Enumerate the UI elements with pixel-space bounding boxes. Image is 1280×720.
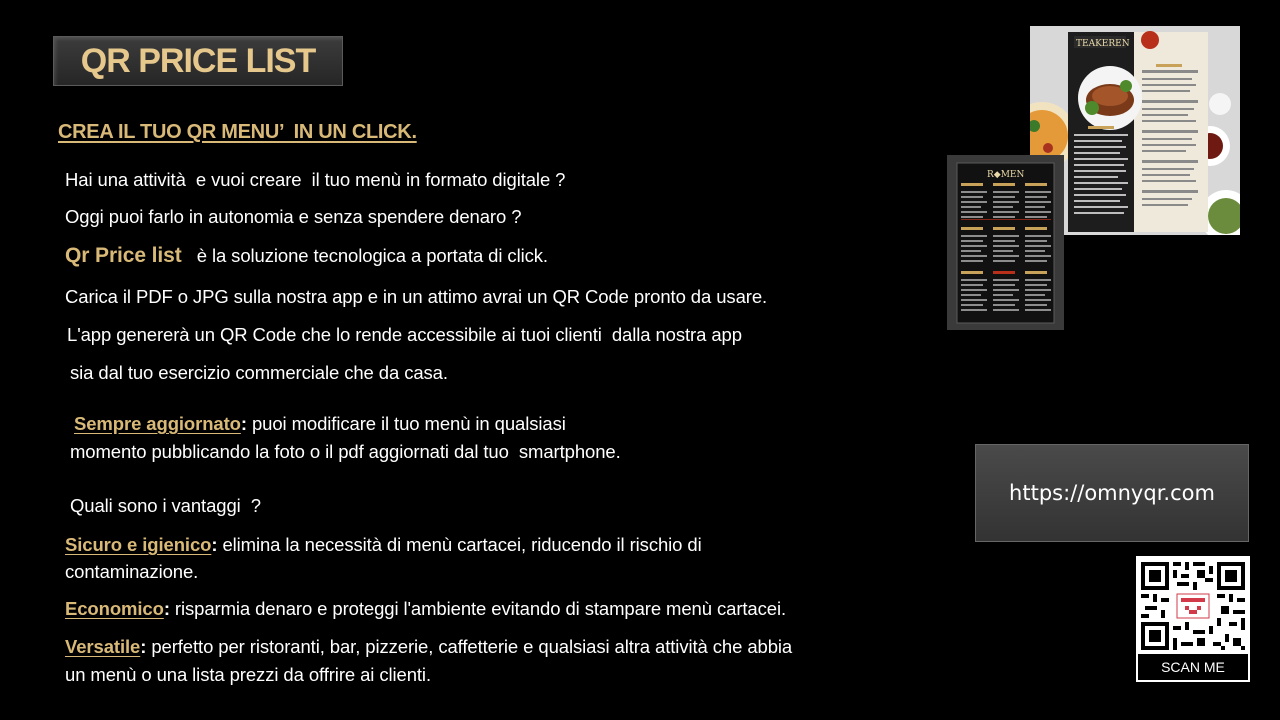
advantage-text: elimina la necessità di menù cartacei, riducendo il rischio di <box>217 534 702 555</box>
title-banner <box>53 36 343 86</box>
brand-name: Qr Price list <box>65 244 182 267</box>
updated-colon: : <box>240 413 247 434</box>
page-subtitle: CREA IL TUO QR MENU’ IN UN CLICK. <box>58 121 417 143</box>
qr-code <box>1136 556 1250 682</box>
menu-photo-title: TEAKEREN <box>1076 39 1130 49</box>
advantage-label: Economico <box>65 598 164 619</box>
advantage-colon: : <box>163 598 170 619</box>
qr-code-icon <box>1141 561 1245 651</box>
advantages-heading: Quali sono i vantaggi ? <box>70 495 261 516</box>
advantage-text: risparmia denaro e proteggi l'ambiente evitando di stampare menù cartacei. <box>169 598 786 619</box>
advantage-2-line-1 <box>65 598 786 620</box>
advantage-label: Sicuro e igienico <box>65 534 212 555</box>
scan-me-label: SCAN ME <box>1137 653 1249 681</box>
intro-line-1: Hai una attività e vuoi creare il tuo menù in formato digitale ? <box>65 169 566 190</box>
advantage-text: perfetto per ristoranti, bar, pizzerie, caffetterie e qualsiasi altra attività che abbia <box>146 636 793 657</box>
url-box[interactable] <box>975 444 1249 542</box>
advantage-colon: : <box>211 534 218 555</box>
intro-line-5: L'app genererà un QR Code che lo rende accessibile ai tuoi clienti dalla nostra app <box>67 324 742 345</box>
website-url[interactable]: https://omnyqr.com <box>1009 481 1215 505</box>
updated-line-2: momento pubblicando la foto o il pdf aggiornati dal tuo smartphone. <box>70 441 621 462</box>
menu-photo-small <box>947 155 1064 330</box>
advantage-label: Versatile <box>65 636 141 657</box>
menu-board-title: R◆MEN <box>987 170 1025 180</box>
page-title: QR PRICE LIST <box>80 41 316 80</box>
intro-line-3 <box>65 244 548 268</box>
advantage-3-line-2: un menù o una lista prezzi da offrire ai clienti. <box>65 664 431 685</box>
advantage-1-line-2: contaminazione. <box>65 561 199 582</box>
advantage-1-line-1 <box>65 534 702 556</box>
updated-text-1: puoi modificare il tuo menù in qualsiasi <box>246 413 566 434</box>
intro-line-6: sia dal tuo esercizio commerciale che da casa. <box>70 362 448 383</box>
intro-line-4: Carica il PDF o JPG sulla nostra app e in un attimo avrai un QR Code pronto da usare. <box>65 286 768 307</box>
intro-line-3-text: è la soluzione tecnologica a portata di click. <box>181 245 548 266</box>
updated-line-1 <box>74 413 566 435</box>
updated-label: Sempre aggiornato <box>74 413 241 434</box>
intro-line-2: Oggi puoi farlo in autonomia e senza spendere denaro ? <box>65 206 522 227</box>
advantage-3-line-1 <box>65 636 792 658</box>
advantage-colon: : <box>140 636 147 657</box>
